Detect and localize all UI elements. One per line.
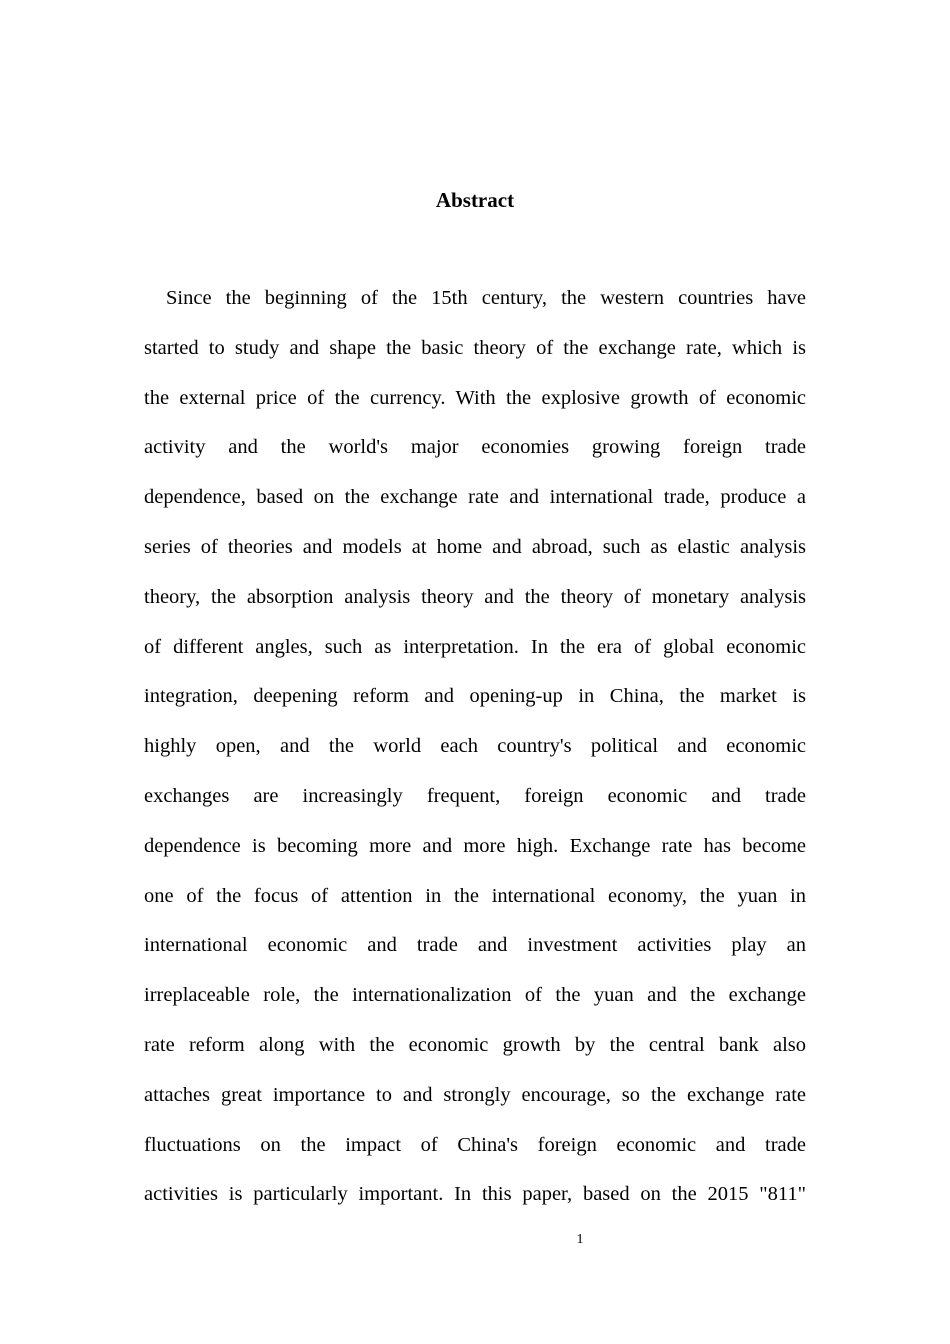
abstract-title: Abstract [435, 188, 515, 212]
paragraph-line: activity and the world's major economies growing foreign trade [144, 436, 806, 459]
paragraph-line: one of the focus of attention in the international economy, the yuan in [144, 884, 806, 907]
paragraph-line: activities is particularly important. In this paper, based on the 2015 "811" [144, 1183, 806, 1206]
paragraph-line: irreplaceable role, the internationalization of the yuan and the exchange [144, 984, 806, 1007]
paragraph-line: integration, deepening reform and opening-up in China, the market is [144, 685, 806, 708]
paragraph-line: international economic and trade and investment activities play an [144, 934, 806, 957]
paragraph-line: dependence is becoming more and more high. Exchange rate has become [144, 834, 806, 857]
paragraph-line: highly open, and the world each country's political and economic [144, 735, 806, 758]
paragraph-line: Since the beginning of the 15th century, the western countries have [166, 287, 806, 309]
abstract-paragraph [144, 274, 806, 1220]
page-number: 1 [576, 1232, 584, 1247]
paragraph-line: attaches great importance to and strongly encourage, so the exchange rate [144, 1083, 806, 1106]
paragraph-line: of different angles, such as interpretation. In the era of global economic [144, 635, 806, 658]
paragraph-line: dependence, based on the exchange rate and international trade, produce a [144, 486, 806, 509]
paragraph-line: fluctuations on the impact of China's foreign economic and trade [144, 1133, 806, 1156]
paragraph-line: series of theories and models at home and abroad, such as elastic analysis [144, 535, 806, 558]
paragraph-line: exchanges are increasingly frequent, foreign economic and trade [144, 784, 806, 807]
paragraph-line: started to study and shape the basic theory of the exchange rate, which is [144, 336, 806, 359]
paragraph-line: theory, the absorption analysis theory and the theory of monetary analysis [144, 585, 806, 608]
paragraph-line: the external price of the currency. With the explosive growth of economic [144, 386, 806, 409]
paragraph-line: rate reform along with the economic growth by the central bank also [144, 1033, 806, 1056]
